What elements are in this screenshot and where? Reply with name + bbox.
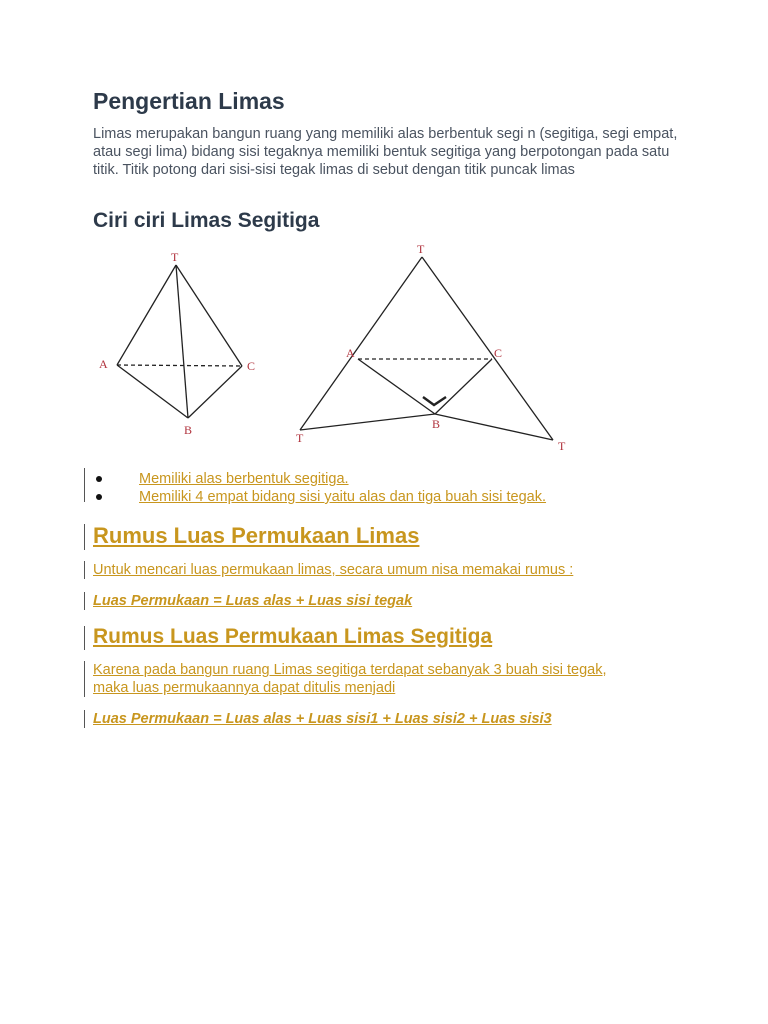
segitiga-explanation-line1[interactable]: Karena pada bangun ruang Limas segitiga terdapat sebanyak 3 buah sisi tegak, xyxy=(93,662,607,678)
label-t: T xyxy=(171,250,179,264)
segitiga-explanation[interactable] xyxy=(93,661,693,697)
net-label-a: A xyxy=(346,346,355,360)
net-edge-bottom-left xyxy=(300,414,435,430)
change-bar xyxy=(84,661,85,697)
change-bar xyxy=(84,561,85,579)
edge-tb xyxy=(176,265,188,418)
pyramid-figure xyxy=(0,0,768,470)
edge-bc xyxy=(188,366,242,418)
net-label-t-top: T xyxy=(417,242,425,256)
rumus-intro-text[interactable]: Untuk mencari luas permukaan limas, secara umum nisa memakai rumus : xyxy=(93,562,574,578)
heading-rumus-limas[interactable]: Rumus Luas Permukaan Limas xyxy=(93,523,420,548)
list-item[interactable] xyxy=(115,488,546,506)
label-b: B xyxy=(184,423,193,437)
net-edge-ab xyxy=(358,359,435,414)
net-edge-right xyxy=(422,257,553,440)
change-bar xyxy=(84,468,85,502)
net-edge-bottom-right xyxy=(435,414,553,440)
change-bar xyxy=(84,626,85,650)
pyramid-net-diagram xyxy=(300,257,553,440)
label-c: C xyxy=(247,359,256,373)
features-list xyxy=(115,470,546,506)
pyramid-net-labels xyxy=(296,242,566,453)
change-bar xyxy=(84,592,85,610)
tetrahedron-diagram xyxy=(117,265,242,418)
segitiga-explanation-line2[interactable]: maka luas permukaannya dapat ditulis menjadi xyxy=(93,680,396,696)
formula-limas[interactable]: Luas Permukaan = Luas alas + Luas sisi tegak xyxy=(93,593,413,609)
edge-tc xyxy=(176,265,242,366)
net-label-t-right: T xyxy=(558,439,566,453)
net-label-b: B xyxy=(432,417,441,431)
edge-ab xyxy=(117,365,188,418)
intro-paragraph: Limas merupakan bangun ruang yang memiliki alas berbentuk segi n (segitiga, segi empat, atau segi lima) bidang sisi tegaknya memiliki bentuk segitiga yang berpotongan pada satu titik. Titik potong dari sisi-sisi tegak limas di sebut dengan titik puncak limas xyxy=(93,126,678,178)
formula-limas-segitiga[interactable]: Luas Permukaan = Luas alas + Luas sisi1 + Luas sisi2 + Luas sisi3 xyxy=(93,711,552,727)
net-label-t-left: T xyxy=(296,431,304,445)
tetrahedron-labels xyxy=(99,250,255,437)
change-bar xyxy=(84,710,85,728)
heading-ciri-ciri: Ciri ciri Limas Segitiga xyxy=(93,209,320,232)
label-a: A xyxy=(99,357,108,371)
list-item[interactable] xyxy=(115,470,546,488)
list-item-text[interactable]: Memiliki 4 empat bidang sisi yaitu alas dan tiga buah sisi tegak. xyxy=(139,489,547,505)
edge-ta xyxy=(117,265,176,365)
edge-ac-hidden xyxy=(117,365,242,366)
change-bar xyxy=(84,524,85,550)
net-label-c: C xyxy=(494,346,503,360)
heading-rumus-limas-segitiga[interactable]: Rumus Luas Permukaan Limas Segitiga xyxy=(93,625,493,648)
net-edge-left xyxy=(300,257,422,430)
list-item-text[interactable]: Memiliki alas berbentuk segitiga. xyxy=(139,471,349,487)
heading-pengertian-limas: Pengertian Limas xyxy=(93,88,285,114)
net-edge-bc xyxy=(435,359,492,414)
fold-mark xyxy=(423,397,446,405)
